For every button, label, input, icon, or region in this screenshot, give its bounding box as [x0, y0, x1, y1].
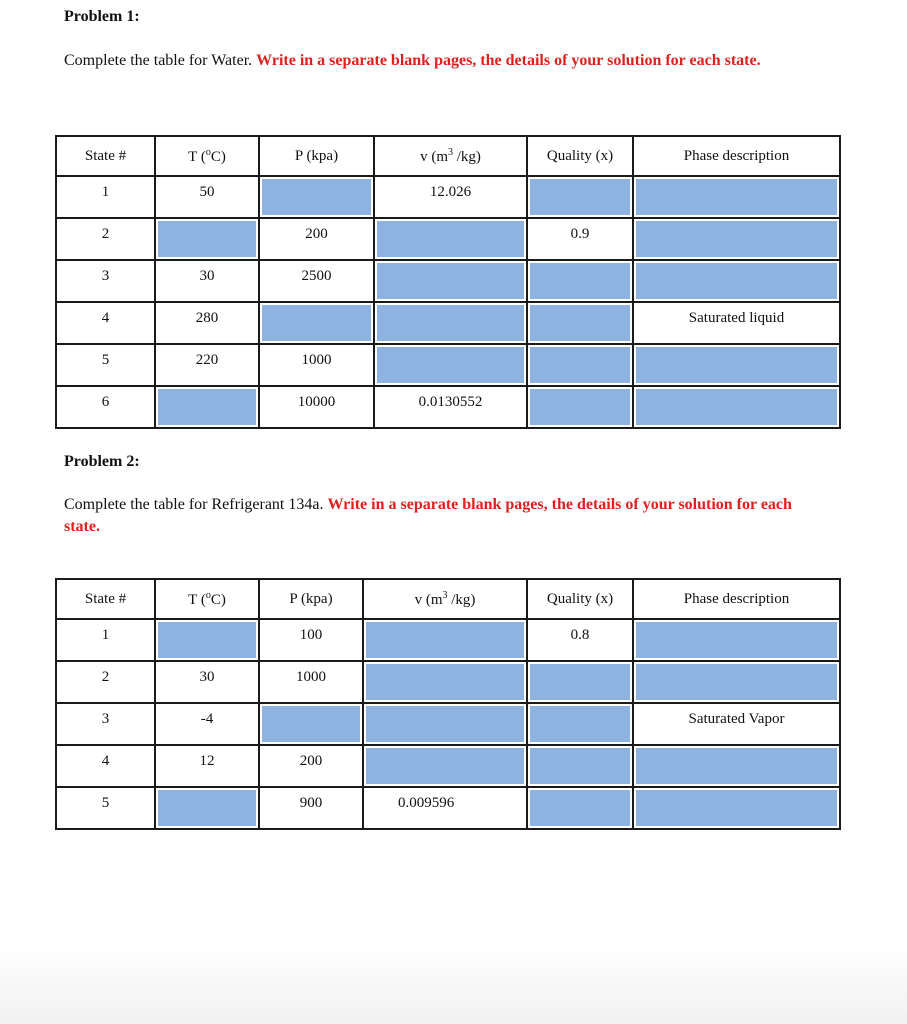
cell-state: 3	[56, 260, 155, 302]
cell-quality-blank[interactable]	[527, 260, 633, 302]
cell-pressure: 100	[259, 619, 363, 661]
cell-state: 6	[56, 386, 155, 428]
cell-specific-volume: 0.0130552	[374, 386, 527, 428]
cell-quality-blank[interactable]	[527, 703, 633, 745]
cell-specific-volume-blank[interactable]	[363, 703, 527, 745]
cell-temperature: 220	[155, 344, 259, 386]
degree-symbol: o	[205, 146, 211, 158]
vol-label-post: /kg)	[447, 591, 476, 608]
page-bottom-shade	[0, 944, 907, 1024]
table-row	[56, 619, 840, 661]
header-quality: Quality (x)	[527, 136, 633, 176]
problem-2-heading: Problem 2:	[64, 453, 140, 470]
cell-specific-volume: 0.009596	[363, 787, 527, 829]
cell-quality-blank[interactable]	[527, 302, 633, 344]
cell-state: 1	[56, 619, 155, 661]
temp-label-pre: T (	[188, 591, 206, 608]
table-row	[56, 344, 840, 386]
cell-state: 5	[56, 787, 155, 829]
temp-label-post: C)	[210, 148, 226, 165]
cell-quality-blank[interactable]	[527, 745, 633, 787]
header-specific-volume	[363, 579, 527, 619]
water-table	[55, 135, 841, 429]
cell-quality: 0.8	[527, 619, 633, 661]
cell-phase-blank[interactable]	[633, 260, 840, 302]
table-row	[56, 302, 840, 344]
header-phase: Phase description	[633, 136, 840, 176]
cell-temperature: 30	[155, 260, 259, 302]
cell-specific-volume-blank[interactable]	[374, 344, 527, 386]
header-pressure: P (kpa)	[259, 579, 363, 619]
cell-phase-blank[interactable]	[633, 218, 840, 260]
cell-phase-blank[interactable]	[633, 787, 840, 829]
problem-1-instruction-text: Complete the table for Water.	[64, 52, 257, 69]
cell-state: 3	[56, 703, 155, 745]
cell-temperature: 50	[155, 176, 259, 218]
cell-pressure: 200	[259, 745, 363, 787]
problem-2-instruction-text: Complete the table for Refrigerant 134a.	[64, 496, 328, 513]
cell-pressure-blank[interactable]	[259, 302, 374, 344]
problem-1-instructions	[64, 50, 824, 72]
cell-phase-blank[interactable]	[633, 386, 840, 428]
header-pressure: P (kpa)	[259, 136, 374, 176]
cell-phase-blank[interactable]	[633, 344, 840, 386]
temp-label-pre: T (	[188, 148, 206, 165]
cell-temperature-blank[interactable]	[155, 787, 259, 829]
cell-quality-blank[interactable]	[527, 661, 633, 703]
table-row	[56, 703, 840, 745]
refrigerant-134a-table	[55, 578, 841, 830]
cell-temperature: 280	[155, 302, 259, 344]
cell-state: 4	[56, 302, 155, 344]
header-temperature	[155, 136, 259, 176]
header-quality: Quality (x)	[527, 579, 633, 619]
table-row	[56, 218, 840, 260]
header-specific-volume	[374, 136, 527, 176]
header-state: State #	[56, 579, 155, 619]
cell-phase: Saturated Vapor	[633, 703, 840, 745]
cell-pressure: 1000	[259, 661, 363, 703]
cell-specific-volume-blank[interactable]	[374, 260, 527, 302]
cell-phase: Saturated liquid	[633, 302, 840, 344]
cell-specific-volume-blank[interactable]	[363, 661, 527, 703]
cell-pressure: 10000	[259, 386, 374, 428]
header-temperature	[155, 579, 259, 619]
problem-2-instruction-emphasis: Write in a separate blank pages, the details of your solution for each state.	[64, 496, 792, 535]
table-row	[56, 787, 840, 829]
cell-specific-volume-blank[interactable]	[374, 302, 527, 344]
cell-pressure-blank[interactable]	[259, 176, 374, 218]
table-row	[56, 386, 840, 428]
table-row	[56, 260, 840, 302]
cell-pressure: 1000	[259, 344, 374, 386]
cell-pressure: 200	[259, 218, 374, 260]
cell-quality-blank[interactable]	[527, 386, 633, 428]
cell-phase-blank[interactable]	[633, 661, 840, 703]
cell-state: 2	[56, 661, 155, 703]
cell-phase-blank[interactable]	[633, 176, 840, 218]
table-row	[56, 176, 840, 218]
vol-label-pre: v (m	[414, 591, 443, 608]
header-state: State #	[56, 136, 155, 176]
table-header-row	[56, 136, 840, 176]
cell-state: 1	[56, 176, 155, 218]
cell-pressure-blank[interactable]	[259, 703, 363, 745]
cell-temperature: 30	[155, 661, 259, 703]
cell-phase-blank[interactable]	[633, 745, 840, 787]
table-row	[56, 745, 840, 787]
cell-quality: 0.9	[527, 218, 633, 260]
cell-specific-volume-blank[interactable]	[374, 218, 527, 260]
cell-temperature: -4	[155, 703, 259, 745]
vol-exponent: 3	[448, 146, 453, 158]
vol-label-post: /kg)	[453, 148, 481, 165]
problem-1-instruction-emphasis: Write in a separate blank pages, the details of your solution for each state.	[256, 52, 761, 69]
temp-label-post: C)	[210, 591, 226, 608]
table-header-row	[56, 579, 840, 619]
cell-quality-blank[interactable]	[527, 787, 633, 829]
cell-quality-blank[interactable]	[527, 344, 633, 386]
cell-quality-blank[interactable]	[527, 176, 633, 218]
cell-state: 5	[56, 344, 155, 386]
cell-state: 2	[56, 218, 155, 260]
problem-2-instructions	[64, 494, 824, 538]
cell-state: 4	[56, 745, 155, 787]
cell-temperature: 12	[155, 745, 259, 787]
degree-symbol: o	[205, 589, 211, 601]
cell-temperature-blank[interactable]	[155, 218, 259, 260]
vol-exponent: 3	[442, 589, 448, 601]
cell-pressure: 2500	[259, 260, 374, 302]
cell-pressure: 900	[259, 787, 363, 829]
table-row	[56, 661, 840, 703]
cell-temperature-blank[interactable]	[155, 386, 259, 428]
cell-phase-blank[interactable]	[633, 619, 840, 661]
problem-1-heading: Problem 1:	[64, 8, 140, 25]
vol-label-pre: v (m	[420, 148, 448, 165]
cell-temperature-blank[interactable]	[155, 619, 259, 661]
cell-specific-volume: 12.026	[374, 176, 527, 218]
header-phase: Phase description	[633, 579, 840, 619]
cell-specific-volume-blank[interactable]	[363, 745, 527, 787]
cell-specific-volume-blank[interactable]	[363, 619, 527, 661]
